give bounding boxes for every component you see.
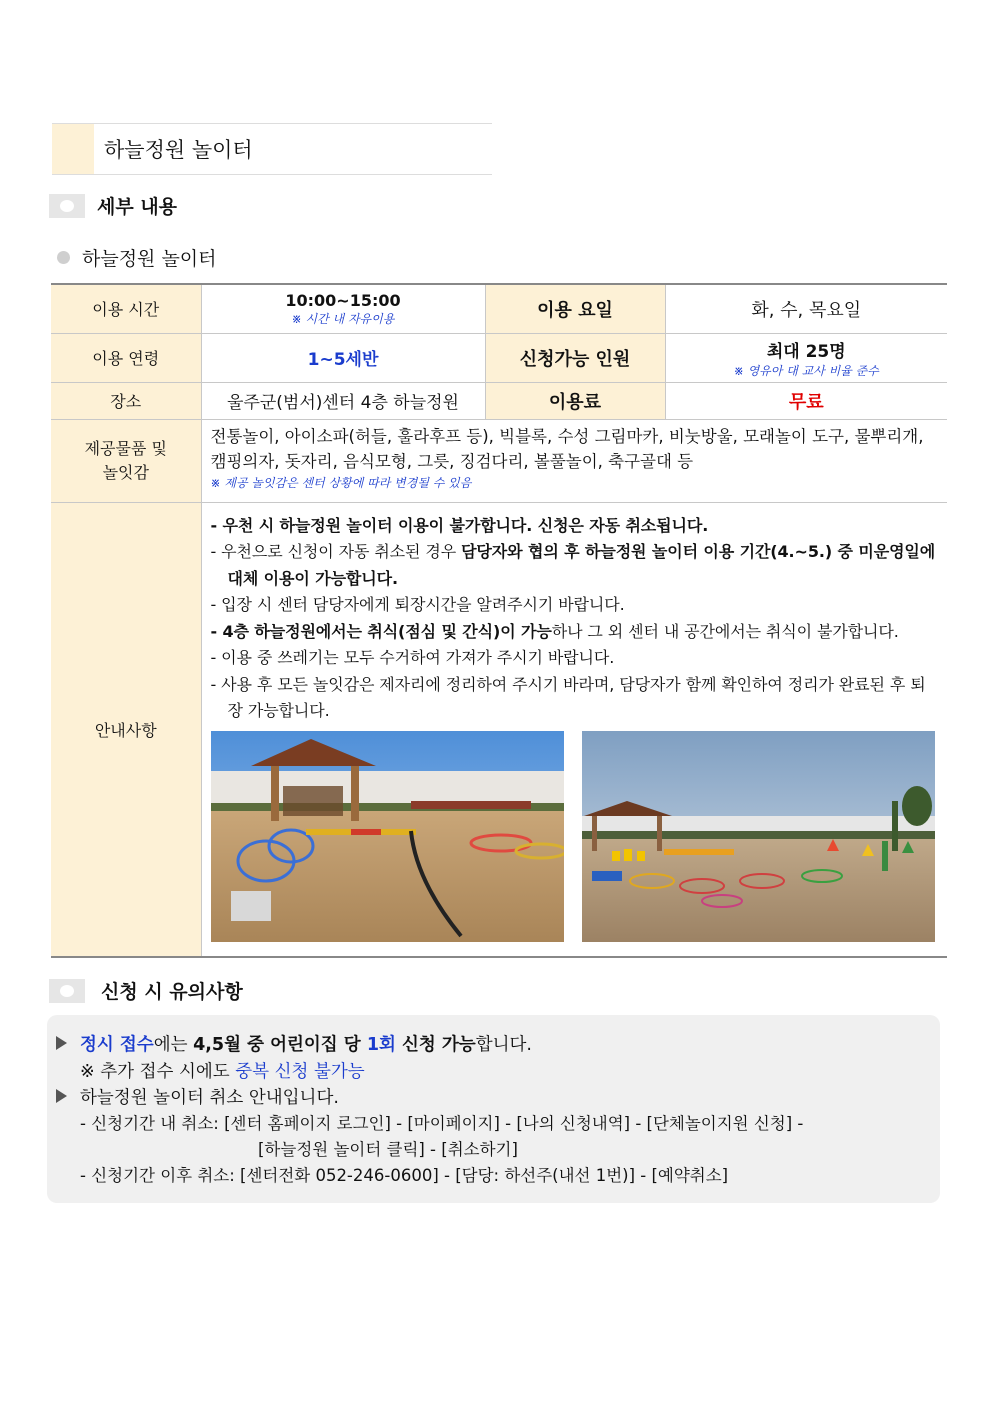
note-text: 1회 (366, 1035, 396, 1055)
note-text: 4,5월 중 어린이집 당 (193, 1035, 367, 1055)
triangle-arrow-icon (56, 1036, 67, 1050)
notice-item: - 사용 후 모든 놀잇감은 제자리에 정리하여 주시기 바라며, 담당자가 함께 확인하여 정리가 완료된 후 퇴장 가능합니다. (210, 674, 926, 720)
playground-photo-1-image (211, 731, 564, 942)
page-title: 하늘정원 놀이터 (104, 138, 253, 162)
note-line-6: - 신청기간 이후 취소: [센터전화 052-246-0600] - [담당: 하선주(내선 1번)] - [예약취소] (80, 1166, 729, 1185)
note-text: 하늘정원 놀이터 취소 안내입니다. (80, 1088, 339, 1108)
section-heading-cautions (49, 977, 243, 1004)
table-row (51, 382, 947, 419)
notice-text: - 우천으로 신청이 자동 취소된 경우 (210, 542, 462, 561)
note-text: 신청 가능 (395, 1035, 476, 1055)
notice-cell (201, 502, 947, 957)
time-value: 10:00~15:00 (285, 290, 401, 310)
time-cell (201, 284, 485, 333)
section-title: 신청 시 유의사항 (101, 981, 243, 1003)
info-table (51, 283, 947, 958)
sub-heading (57, 244, 217, 271)
notice-item (211, 539, 940, 592)
note-text: 합니다. (475, 1035, 532, 1055)
age-value: 1~5세반 (307, 350, 379, 370)
time-note: ※ 시간 내 자유이용 (291, 311, 395, 326)
time-label: 이용 시간 (51, 284, 201, 333)
cautions-box (47, 1015, 940, 1203)
notice-text: 하나 그 외 센터 내 공간에서는 취식이 불가합니다. (551, 621, 899, 641)
section-title: 세부 내용 (97, 196, 178, 218)
table-row (51, 419, 947, 502)
items-text: 전통놀이, 아이소파(허들, 훌라후프 등), 빅블록, 수성 그림마카, 비눗방울, 모래놀이 도구, 물뿌리개, 캠핑의자, 돗자리, 음식모형, 그릇, 징검다리, 볼풀놀이, 축구골대 등 (210, 426, 924, 471)
playground-photo-2-image (582, 731, 935, 942)
photo-row (202, 725, 948, 956)
bullet-pill-icon (49, 194, 85, 218)
note-text: 정시 접수 (80, 1035, 154, 1055)
table-row (51, 502, 947, 957)
note-text: 중복 신청 불가능 (235, 1062, 365, 1082)
items-cell (201, 419, 947, 502)
notice-item: - 이용 중 쓰레기는 모두 수거하여 가져가 주시기 바랍니다. (210, 648, 615, 667)
place-value: 울주군(범서)센터 4층 하늘정원 (201, 382, 485, 419)
note-line-4: - 신청기간 내 취소: [센터 홈페이지 로그인] - [마이페이지] - [나의 신청내역] - [단체놀이지원 신청] - (80, 1114, 804, 1133)
notice-label: 안내사항 (51, 502, 201, 957)
playground-photo-2 (582, 731, 935, 942)
note-line-5: [하늘정원 놀이터 클릭] - [취소하기] (258, 1140, 518, 1159)
triangle-arrow-icon (56, 1089, 67, 1103)
age-label: 이용 연령 (51, 333, 201, 382)
title-accent (52, 124, 94, 174)
items-label-line1: 제공물품 및 (84, 438, 167, 458)
fee-cell (665, 382, 947, 419)
items-label (51, 419, 201, 502)
sub-title: 하늘정원 놀이터 (82, 248, 217, 270)
notice-list (202, 503, 948, 725)
day-label: 이용 요일 (485, 284, 665, 333)
notice-item (211, 619, 940, 646)
capacity-cell (665, 333, 947, 382)
note-line-1 (56, 1031, 532, 1056)
notice-item: - 입장 시 센터 담당자에게 퇴장시간을 알려주시기 바랍니다. (210, 595, 625, 614)
note-line-3 (56, 1084, 339, 1109)
dot-icon (57, 251, 70, 264)
items-note: ※ 제공 놀잇감은 센터 상황에 따라 변경될 수 있음 (210, 475, 472, 490)
note-text: 에는 (153, 1035, 194, 1055)
items-label-line2: 놀잇감 (102, 462, 149, 482)
notice-text-bold: - 4층 하늘정원에서는 취식(점심 및 간식)이 가능 (210, 621, 552, 641)
capacity-label: 신청가능 인원 (485, 333, 665, 382)
notice-text-bold: 담당자와 협의 후 하늘정원 놀이터 이용 기간(4.~5.) 중 미운영일에 대체 이용이 가능합니다. (227, 542, 936, 588)
day-value: 화, 수, 목요일 (665, 284, 947, 333)
capacity-note: ※ 영유아 대 교사 비율 준수 (733, 363, 879, 378)
note-text: ※ 추가 접수 시에도 (80, 1062, 236, 1082)
notice-item: - 우천 시 하늘정원 놀이터 이용이 불가합니다. 신청은 자동 취소됩니다. (210, 515, 709, 535)
table-row (51, 333, 947, 382)
bullet-pill-icon (49, 979, 85, 1003)
place-label: 장소 (51, 382, 201, 419)
page-title-box (52, 123, 492, 175)
fee-label: 이용료 (485, 382, 665, 419)
fee-value: 무료 (788, 391, 824, 413)
note-line-2 (80, 1058, 365, 1083)
capacity-value: 최대 25명 (766, 341, 846, 362)
age-cell (201, 333, 485, 382)
section-heading-details (49, 192, 177, 219)
table-row (51, 284, 947, 333)
playground-photo-1 (211, 731, 564, 942)
